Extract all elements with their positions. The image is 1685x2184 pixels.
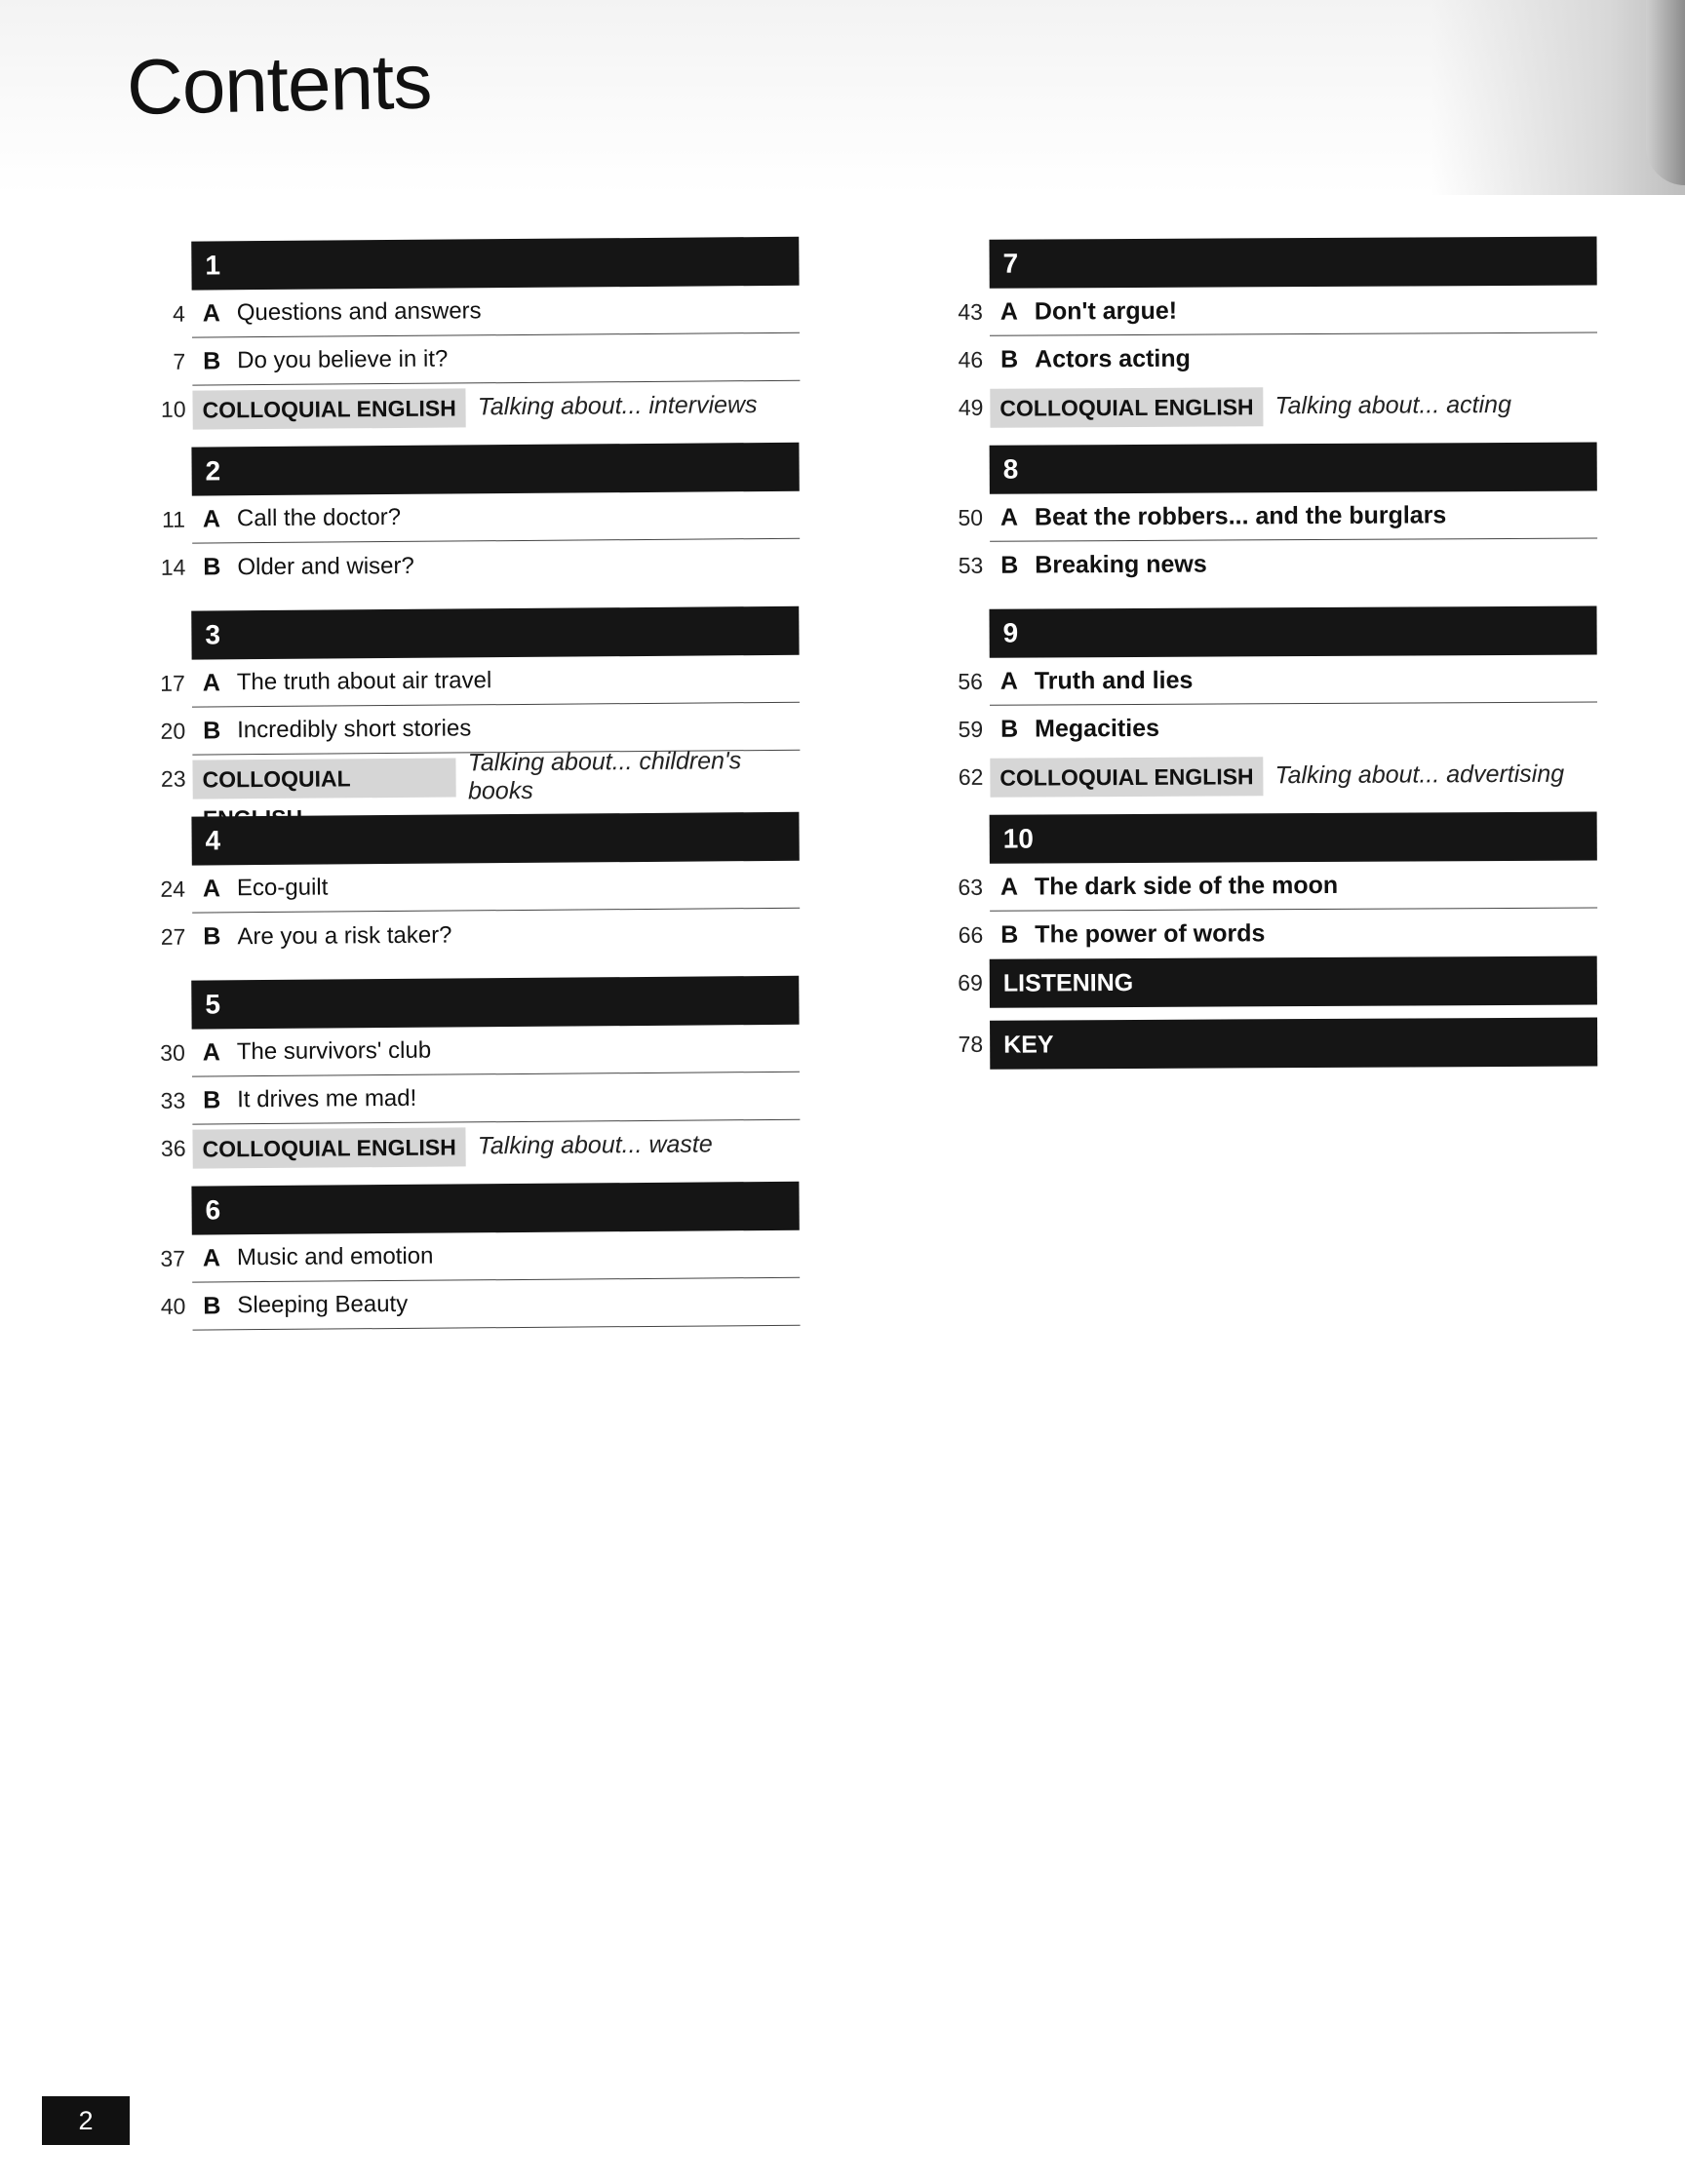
lesson-title: Breaking news — [1035, 550, 1207, 579]
extras — [944, 956, 1598, 1069]
entry-body — [192, 333, 800, 386]
entry-body — [192, 1278, 800, 1331]
unit-header: 10 — [990, 811, 1597, 863]
lesson-entry[interactable] — [944, 860, 1597, 912]
listening-entry[interactable] — [944, 956, 1597, 1007]
entry-body — [192, 1072, 800, 1125]
entry-body — [192, 1230, 800, 1283]
lesson-entry[interactable] — [146, 286, 800, 338]
entry-body — [990, 750, 1597, 800]
page-ref: 7 — [173, 348, 186, 374]
colloquial-tag: COLLOQUIAL ENGLISH — [192, 388, 466, 429]
lesson-letter: B — [203, 346, 221, 375]
page-corner-curl — [1646, 0, 1685, 185]
key-label: KEY — [990, 1017, 1597, 1069]
lesson-entry[interactable] — [944, 490, 1597, 542]
unit-header: 8 — [990, 442, 1597, 493]
page-ref: 50 — [958, 504, 984, 530]
lesson-title: It drives me mad! — [237, 1084, 417, 1113]
unit-header: 4 — [191, 812, 799, 866]
contents-column-right — [944, 240, 1597, 1069]
unit-6 — [145, 1182, 800, 1331]
page-ref: 11 — [162, 506, 186, 532]
entry-body — [192, 286, 800, 338]
page-ref: 43 — [958, 298, 983, 325]
lesson-letter: A — [202, 1037, 220, 1067]
lesson-entry[interactable] — [146, 1230, 800, 1283]
lesson-title: Beat the robbers... and the burglars — [1034, 500, 1447, 531]
unit-header: 6 — [191, 1182, 799, 1235]
lesson-title: Sleeping Beauty — [237, 1290, 409, 1319]
colloquial-entry[interactable] — [944, 750, 1597, 801]
page-ref: 37 — [160, 1245, 186, 1271]
entry-body — [990, 538, 1597, 589]
entry-body — [990, 860, 1597, 911]
page-ref: 36 — [160, 1135, 186, 1161]
page-ref: 4 — [172, 300, 185, 327]
lesson-letter: A — [999, 503, 1019, 531]
entry-body — [192, 909, 800, 961]
page-ref: 78 — [958, 1031, 984, 1057]
lesson-letter: B — [1000, 715, 1019, 743]
unit-header: 2 — [191, 443, 799, 496]
lesson-title: Don't argue! — [1034, 296, 1178, 326]
unit-header: 1 — [191, 237, 799, 291]
page-title: Contents — [126, 37, 433, 131]
lesson-letter: B — [203, 1291, 221, 1320]
lesson-entry[interactable] — [944, 908, 1597, 959]
unit-2 — [145, 443, 800, 592]
lesson-title: The power of words — [1035, 919, 1266, 949]
unit-header: 3 — [191, 606, 799, 660]
entry-body — [192, 1120, 800, 1173]
lesson-title: Call the doctor? — [236, 503, 402, 532]
unit-9 — [943, 605, 1597, 801]
page-ref: 66 — [958, 921, 984, 948]
lesson-entry[interactable] — [146, 655, 800, 708]
lesson-title: Incredibly short stories — [237, 715, 472, 744]
entry-body — [990, 956, 1597, 1006]
colloquial-entry[interactable] — [944, 380, 1597, 432]
entry-body — [192, 1025, 800, 1077]
colloquial-topic: Talking about... acting — [1274, 390, 1512, 420]
unit-header: 9 — [989, 605, 1596, 657]
lesson-letter: B — [203, 922, 221, 951]
lesson-letter: A — [999, 297, 1018, 326]
entry-body — [990, 380, 1597, 431]
lesson-letter: B — [203, 553, 221, 581]
lesson-letter: A — [999, 667, 1018, 695]
lesson-letter: B — [1000, 345, 1019, 373]
lesson-letter: B — [203, 1085, 221, 1114]
colloquial-entry[interactable] — [146, 1120, 800, 1173]
unit-header: 7 — [989, 236, 1596, 288]
lesson-entry[interactable] — [146, 333, 800, 386]
page-ref: 56 — [958, 668, 983, 694]
unit-5 — [145, 976, 801, 1173]
unit-1 — [145, 237, 801, 434]
colloquial-tag: COLLOQUIAL ENGLISH — [990, 757, 1263, 797]
page-ref: 49 — [958, 394, 984, 420]
lesson-title: Eco-guilt — [236, 874, 329, 902]
colloquial-tag: COLLOQUIAL ENGLISH — [192, 1127, 466, 1168]
page-ref: 40 — [160, 1293, 186, 1319]
page-number: 2 — [42, 2096, 130, 2145]
page-ref: 17 — [160, 670, 185, 696]
lesson-letter: A — [999, 873, 1019, 901]
page-ref: 59 — [958, 716, 984, 742]
lesson-title: Questions and answers — [236, 297, 482, 327]
entry-body — [192, 746, 800, 804]
entry-body — [192, 539, 800, 592]
page-ref: 53 — [958, 552, 984, 578]
page-ref: 46 — [958, 346, 984, 372]
colloquial-entry[interactable] — [146, 381, 800, 434]
lesson-letter: B — [1000, 551, 1019, 579]
page-ref: 14 — [160, 554, 186, 580]
key-entry[interactable] — [944, 1017, 1597, 1069]
page-ref: 20 — [160, 718, 186, 744]
page-ref: 30 — [160, 1039, 185, 1066]
unit-8 — [944, 442, 1598, 590]
entry-body — [192, 655, 800, 708]
listening-label: LISTENING — [990, 956, 1597, 1007]
lesson-entry[interactable] — [146, 909, 800, 961]
entry-body — [192, 491, 800, 544]
lesson-entry[interactable] — [146, 491, 800, 544]
lesson-letter: B — [203, 716, 221, 745]
colloquial-entry[interactable] — [146, 746, 800, 804]
lesson-entry[interactable] — [944, 702, 1597, 754]
entry-body — [990, 908, 1597, 958]
page-ref: 33 — [160, 1087, 186, 1113]
lesson-entry[interactable] — [146, 1025, 800, 1077]
lesson-title: Are you a risk taker? — [237, 921, 452, 950]
page-ref: 27 — [160, 923, 186, 950]
contents-column-left — [146, 242, 800, 1331]
page-ref: 62 — [958, 763, 984, 790]
lesson-letter: A — [202, 504, 221, 533]
colloquial-topic: Talking about... children's books — [467, 746, 742, 804]
lesson-entry[interactable] — [146, 861, 800, 914]
entry-body — [990, 285, 1597, 335]
lesson-entry[interactable] — [944, 332, 1597, 384]
page-ref: 24 — [160, 876, 186, 902]
colloquial-topic: Talking about... advertising — [1274, 760, 1565, 790]
entry-body — [990, 1017, 1597, 1068]
lesson-title: Truth and lies — [1034, 666, 1194, 695]
lesson-title: Actors acting — [1035, 344, 1191, 373]
lesson-entry[interactable] — [944, 538, 1597, 590]
lesson-letter: A — [202, 668, 220, 697]
unit-4 — [145, 812, 800, 961]
unit-7 — [943, 236, 1597, 432]
lesson-entry[interactable] — [146, 1278, 800, 1331]
colloquial-tag: COLLOQUIAL — [192, 758, 456, 799]
unit-3 — [145, 606, 801, 803]
page-ref: 10 — [160, 396, 186, 422]
lesson-title: Do you believe in it? — [237, 345, 449, 374]
page-ref: 63 — [958, 874, 984, 900]
page-ref: 23 — [160, 765, 186, 792]
lesson-entry[interactable] — [944, 285, 1597, 336]
entry-body — [990, 654, 1597, 705]
unit-10 — [944, 811, 1598, 959]
lesson-title: Older and wiser? — [237, 552, 414, 580]
lesson-title: The truth about air travel — [236, 667, 492, 696]
lesson-entry[interactable] — [944, 654, 1597, 706]
lesson-entry[interactable] — [146, 539, 800, 592]
entry-body — [990, 702, 1597, 753]
lesson-letter: A — [202, 1243, 221, 1272]
lesson-title: Megacities — [1035, 714, 1160, 743]
unit-header: 5 — [191, 976, 799, 1030]
colloquial-topic: Talking about... waste — [477, 1130, 713, 1160]
lesson-title: The survivors' club — [236, 1036, 432, 1066]
page-ref: 69 — [958, 969, 983, 995]
entry-body — [192, 381, 800, 434]
lesson-letter: A — [202, 298, 220, 328]
lesson-letter: A — [202, 874, 221, 903]
entry-body — [990, 490, 1597, 541]
entry-body — [990, 332, 1597, 383]
colloquial-topic: Talking about... interviews — [477, 391, 758, 421]
colloquial-tag: COLLOQUIAL ENGLISH — [990, 387, 1263, 427]
lesson-letter: B — [1000, 920, 1019, 949]
lesson-title: The dark side of the moon — [1034, 871, 1339, 901]
entry-body — [192, 861, 800, 914]
lesson-title: Music and emotion — [236, 1242, 434, 1271]
lesson-entry[interactable] — [146, 1072, 800, 1125]
